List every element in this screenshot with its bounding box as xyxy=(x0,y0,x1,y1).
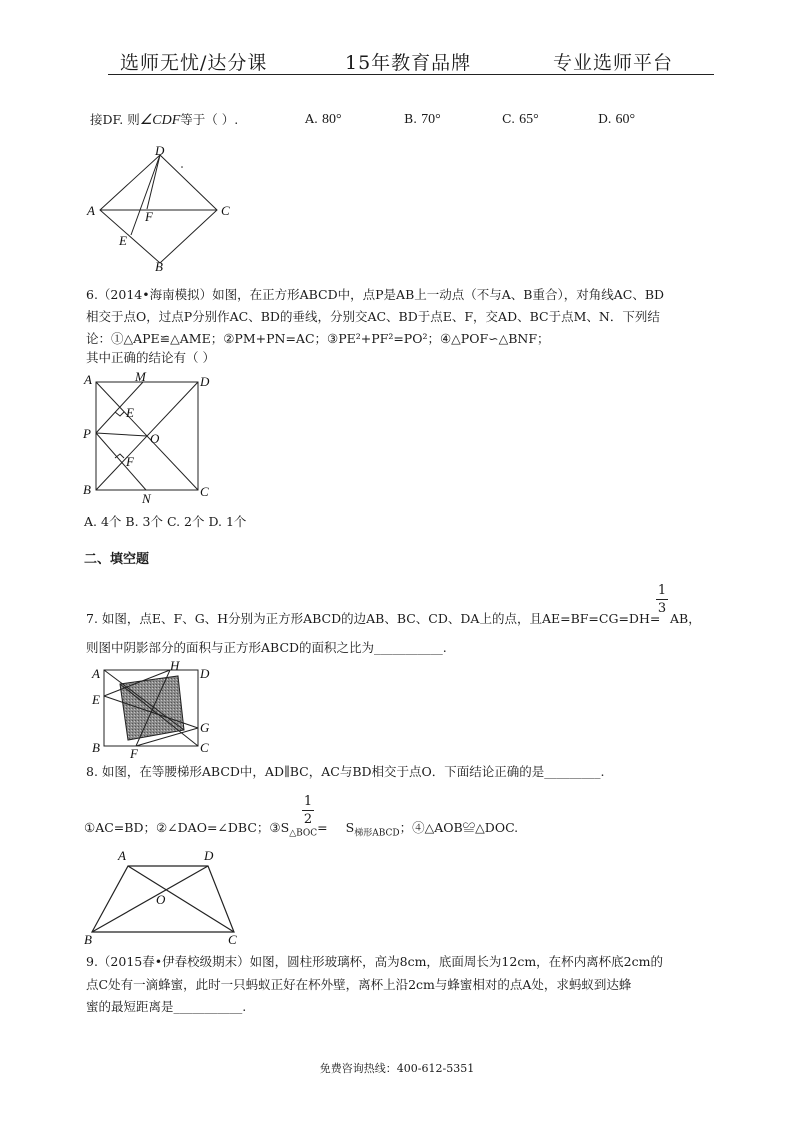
page-header xyxy=(0,0,794,80)
label-m: M xyxy=(135,369,146,384)
label-a: A xyxy=(84,372,92,387)
label-h: H xyxy=(170,658,180,673)
header-right: 专业选师平台 xyxy=(553,52,674,74)
q5-option-a: A. 80° xyxy=(305,111,342,127)
label-d: D xyxy=(200,374,210,389)
q6-line-2: 相交于点O，过点P分别作AC、BD的垂线，分别交AC、BD于点E、F，交AD、BC于点M、N．下列结 xyxy=(86,309,660,324)
label-d: D xyxy=(155,143,165,158)
label-c: C xyxy=(221,203,230,218)
segment-po xyxy=(96,433,147,436)
label-e: E xyxy=(119,233,127,248)
q6-line-4: 其中正确的结论有（ ） xyxy=(86,350,215,365)
q6-line-3: 论：①△APE≌△AME；②PM+PN=AC；③PE²+PF²=PO²；④△POF∽△BNF； xyxy=(86,331,550,346)
q8-line-1: 8. 如图，在等腰梯形ABCD中，AD∥BC，AC与BD相交于点O．下面结论正确的是_________. xyxy=(86,764,605,779)
label-e: E xyxy=(126,405,134,420)
label-c: C xyxy=(200,484,209,499)
right-angle-e xyxy=(115,412,124,416)
q9-line-3: 蜜的最短距离是___________. xyxy=(86,999,247,1014)
header-rule xyxy=(108,74,714,75)
label-b: B xyxy=(92,740,100,755)
label-o: O xyxy=(150,431,160,446)
segment-fd xyxy=(147,155,160,209)
q5-rhombus-figure xyxy=(85,145,245,275)
label-d: D xyxy=(200,666,210,681)
label-f: F xyxy=(126,454,134,469)
label-a: A xyxy=(87,203,95,218)
q9-line-2: 点C处有一滴蜂蜜，此时一只蚂蚁正好在杯外壁，离杯上沿2cm与蜂蜜相对的点A处，求蚂蚁到达蜂 xyxy=(86,977,632,992)
label-b: B xyxy=(83,482,91,497)
q5-option-d: D. 60° xyxy=(598,111,636,127)
label-c: C xyxy=(200,740,209,755)
diagonal-ac xyxy=(128,866,234,932)
q7-line-1: 7. 如图，点E、F、G、H分别为正方形ABCD的边AB、BC、CD、DA上的点，且AE=BF=CG=DH= xyxy=(86,611,661,626)
q8-trapezoid-figure xyxy=(80,848,250,948)
label-b: B xyxy=(84,932,92,947)
q5-stem: 接DF. 则∠CDF等于（ ）. xyxy=(90,112,239,128)
q7-line-1-tail: AB， xyxy=(670,611,701,626)
q5-option-b: B. 70° xyxy=(404,111,441,127)
q6-answer-choices: A. 4个 B. 3个 C. 2个 D. 1个 xyxy=(84,514,247,529)
label-d: D xyxy=(204,848,214,863)
q6-line-1: 6.（2014•海南模拟）如图，在正方形ABCD中，点P是AB上一动点（不与A、B重合），对角线AC、BD xyxy=(86,287,665,302)
label-e: E xyxy=(92,692,100,707)
q7-line-2: 则图中阴影部分的面积与正方形ABCD的面积之比为___________. xyxy=(86,640,447,655)
q5-option-c: C. 65° xyxy=(502,111,539,127)
label-c: C xyxy=(228,932,237,947)
q7-shaded-square-figure xyxy=(90,660,220,760)
header-center: 15年教育品牌 xyxy=(345,52,472,74)
q7-fraction: 1 3 xyxy=(657,583,667,616)
label-b: B xyxy=(155,259,163,274)
q8-fraction: 1 2 xyxy=(303,794,313,827)
label-f: F xyxy=(145,209,153,224)
label-n: N xyxy=(142,491,151,506)
label-p: P xyxy=(83,426,91,441)
q8-conclusions: ①AC=BD；②∠DAO=∠DBC；$③S_{\triangle BOC}= S_{梯形ABCD}$；④△AOB≌△DOC. xyxy=(84,820,519,839)
label-a: A xyxy=(118,848,126,863)
label-g: G xyxy=(200,720,210,735)
footer-hotline: 免费咨询热线：400-612-5351 xyxy=(319,1062,475,1075)
q6-square-figure xyxy=(80,369,220,507)
label-o: O xyxy=(156,892,166,907)
rhombus-outline xyxy=(100,155,217,263)
header-left: 选师无忧/达分课 xyxy=(120,52,268,74)
section-heading-fill-blank: 二、填空题 xyxy=(84,552,150,567)
q9-line-1: 9.（2015春•伊春校级期末）如图，圆柱形玻璃杯，高为8cm，底面周长为12cm，在杯内离杯底2cm的 xyxy=(86,954,663,969)
label-a: A xyxy=(92,666,100,681)
label-f: F xyxy=(130,746,138,761)
